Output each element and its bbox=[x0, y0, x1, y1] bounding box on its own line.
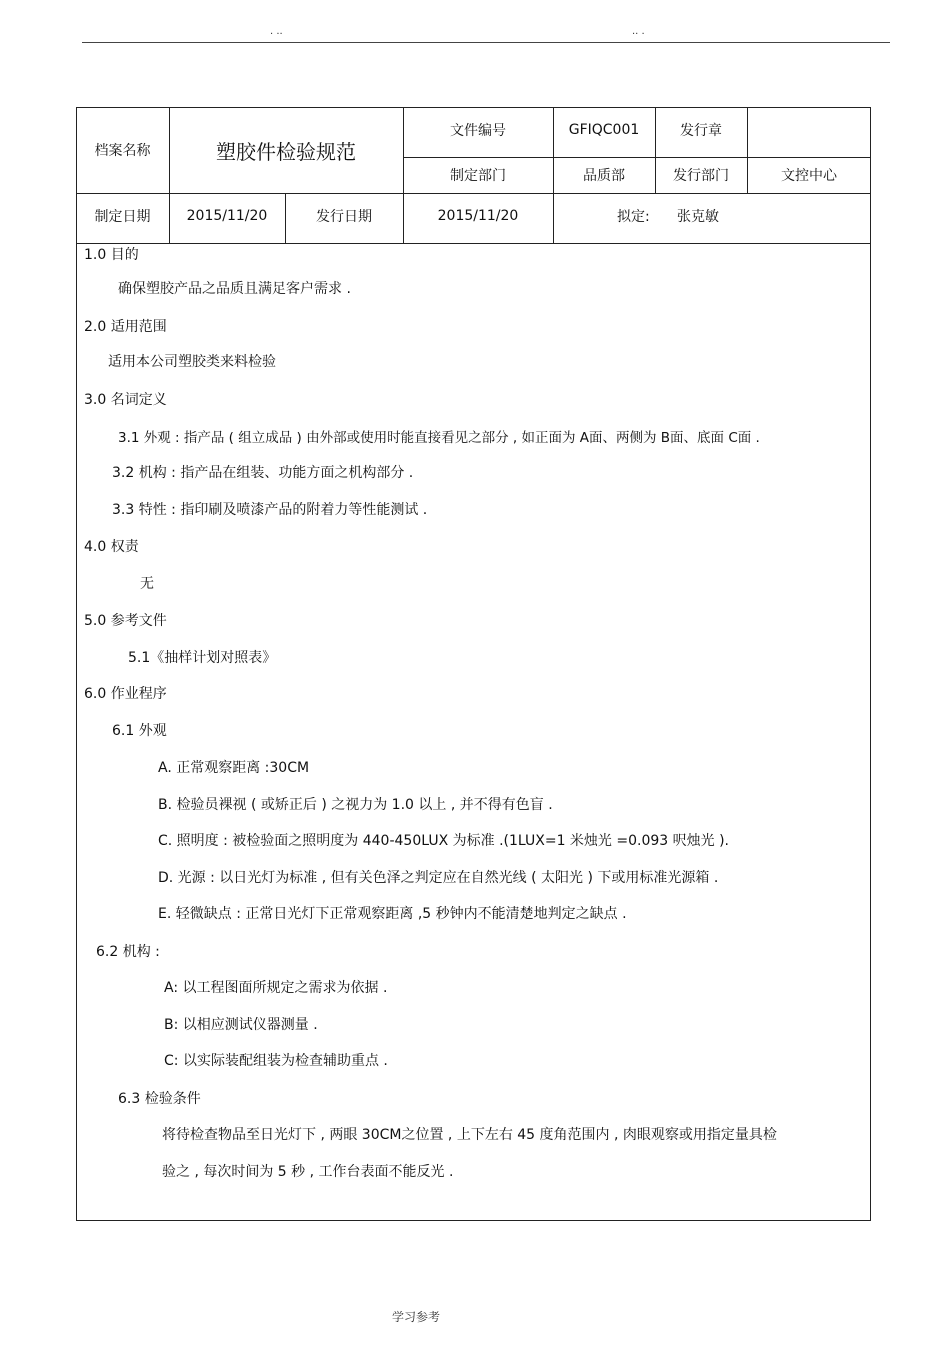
file-no-label: 文件编号 bbox=[450, 123, 506, 139]
issue-seal-label: 发行章 bbox=[680, 123, 722, 139]
section-3-3: 3.3 特性 : 指印刷及喷漆产品的附着力等性能测试 . bbox=[112, 502, 428, 518]
section-6-3-line2: 验之 , 每次时间为 5 秒 , 工作台表面不能反光 . bbox=[162, 1164, 454, 1180]
section-2-title: 2.0 适用范围 bbox=[84, 319, 167, 335]
section-6-1-b: B. 检验员裸视 ( 或矫正后 ) 之视力为 1.0 以上 , 并不得有色盲 . bbox=[158, 797, 553, 813]
section-6-1-d: D. 光源 : 以日光灯为标准 , 但有关色泽之判定应在自然光线 ( 太阳光 ) 下或用标准光源箱 . bbox=[158, 870, 719, 886]
archive-name-label: 档案名称 bbox=[94, 143, 151, 159]
issue-date-value: 2015/11/20 bbox=[437, 208, 519, 224]
section-6-2-title: 6.2 机构 : bbox=[96, 944, 160, 960]
section-1-title: 1.0 目的 bbox=[84, 247, 139, 263]
issue-dept-value: 文控中心 bbox=[781, 168, 837, 184]
section-6-3-line1: 将待检查物品至日光灯下 , 两眼 30CM之位置 , 上下左右 45 度角范围内 , 肉眼观察或用指定量具检 bbox=[162, 1127, 777, 1143]
made-date-value: 2015/11/20 bbox=[186, 208, 268, 224]
header-dots-left: . .. bbox=[270, 26, 283, 37]
dept-value: 品质部 bbox=[583, 168, 625, 184]
document-title: 塑胶件检验规范 bbox=[216, 139, 356, 164]
section-5-1: 5.1《抽样计划对照表》 bbox=[128, 650, 277, 666]
section-2-text: 适用本公司塑胶类来料检验 bbox=[108, 354, 276, 370]
section-3-1: 3.1 外观 : 指产品 ( 组立成品 ) 由外部或使用时能直接看见之部分 , 如正面为 A面、两侧为 B面、底面 C面 . bbox=[118, 430, 760, 446]
dept-label: 制定部门 bbox=[450, 168, 506, 184]
issue-seal-value bbox=[747, 107, 871, 157]
issue-dept-label: 发行部门 bbox=[673, 168, 729, 184]
drafter-value: 张克敏 bbox=[677, 209, 719, 225]
section-6-2-b: B: 以相应测试仪器测量 . bbox=[164, 1017, 318, 1033]
section-6-1-a: A. 正常观察距离 :30CM bbox=[158, 760, 310, 776]
section-6-2-c: C: 以实际装配组装为检查辅助重点 . bbox=[164, 1053, 388, 1069]
header-rule bbox=[82, 42, 890, 43]
file-no-value: GFIQC001 bbox=[568, 122, 640, 138]
section-6-2-a: A: 以工程图面所规定之需求为依据 . bbox=[164, 980, 388, 996]
section-4-text: 无 bbox=[140, 576, 154, 592]
section-6-1-title: 6.1 外观 bbox=[112, 723, 167, 739]
section-1-text: 确保塑胶产品之品质且满足客户需求 . bbox=[118, 281, 351, 297]
header-dots-right: .. . bbox=[632, 26, 645, 37]
section-6-title: 6.0 作业程序 bbox=[84, 686, 167, 702]
made-date-label: 制定日期 bbox=[94, 209, 151, 225]
section-4-title: 4.0 权责 bbox=[84, 539, 139, 555]
section-3-title: 3.0 名词定义 bbox=[84, 392, 167, 408]
table-line bbox=[76, 243, 871, 244]
section-6-1-c: C. 照明度 : 被检验面之照明度为 440-450LUX 为标准 .(1LUX=1 米烛光 =0.093 呎烛光 ). bbox=[158, 833, 729, 849]
section-6-1-e: E. 轻微缺点 : 正常日光灯下正常观察距离 ,5 秒钟内不能清楚地判定之缺点 . bbox=[158, 906, 627, 922]
drafter-label: 拟定: bbox=[617, 209, 650, 225]
page-footer: 学习参考 bbox=[392, 1310, 441, 1324]
issue-date-label: 发行日期 bbox=[316, 209, 372, 225]
section-6-3-title: 6.3 检验条件 bbox=[118, 1091, 201, 1107]
section-3-2: 3.2 机构 : 指产品在组装、功能方面之机构部分 . bbox=[112, 465, 414, 481]
section-5-title: 5.0 参考文件 bbox=[84, 613, 167, 629]
